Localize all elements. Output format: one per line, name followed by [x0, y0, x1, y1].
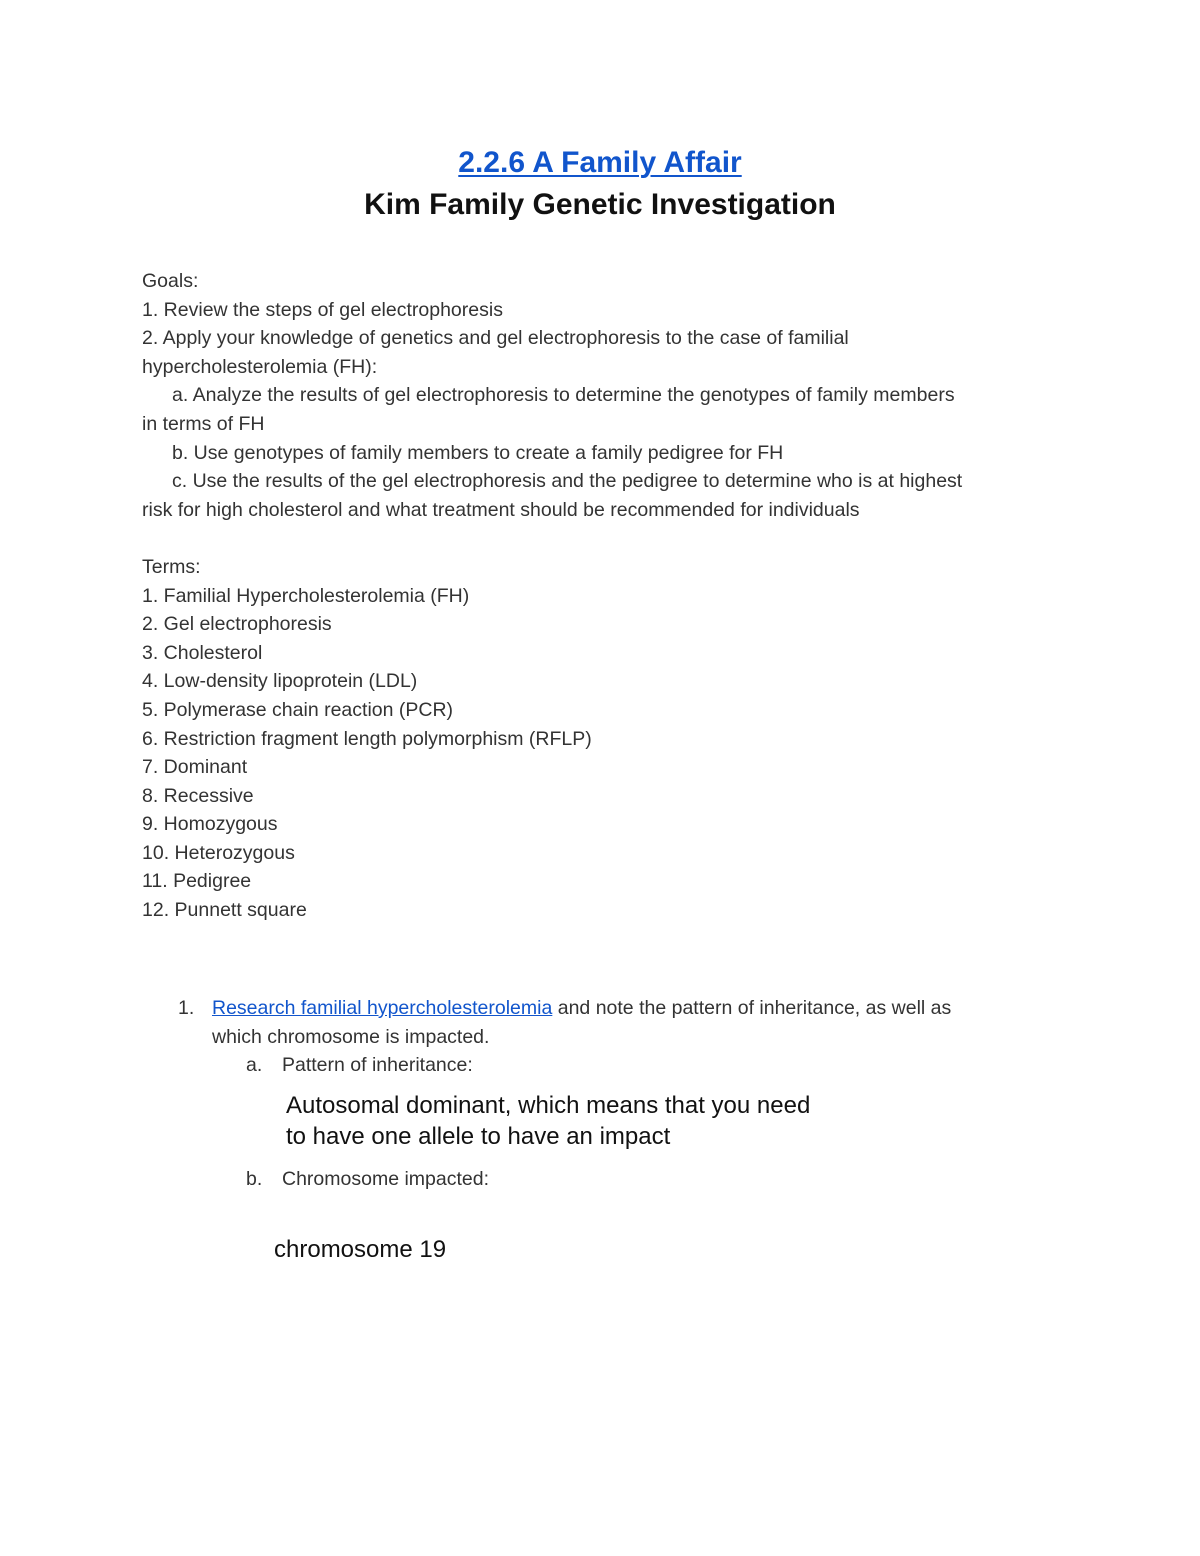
part-a-letter: a. — [246, 1054, 263, 1076]
term-item: 1. Familial Hypercholesterolemia (FH) — [142, 584, 470, 607]
question-number: 1. — [178, 997, 195, 1019]
page-title — [0, 143, 1200, 183]
term-item: 9. Homozygous — [142, 813, 278, 836]
research-link[interactable]: Research familial hypercholesterolemia — [212, 997, 553, 1019]
term-item: 5. Polymerase chain reaction (PCR) — [142, 698, 454, 721]
part-b — [246, 1165, 489, 1194]
goal-item: 1. Review the steps of gel electrophoresis — [142, 298, 503, 321]
term-item: 6. Restriction fragment length polymorphism (RFLP) — [142, 727, 592, 750]
goal-subitem: a. Analyze the results of gel electrophoresis to determine the genotypes of family members — [172, 384, 955, 407]
goals-heading: Goals: — [142, 270, 199, 292]
page-subtitle: Kim Family Genetic Investigation — [364, 188, 836, 221]
part-a — [246, 1051, 473, 1080]
answer-a-line1: Autosomal dominant, which means that you need — [286, 1092, 811, 1119]
answer-a-line2: to have one allele to have an impact — [286, 1123, 671, 1150]
question-text: and note the pattern of inheritance, as well as — [552, 997, 952, 1019]
question-text-line2: which chromosome is impacted. — [212, 1025, 490, 1048]
term-item: 3. Cholesterol — [142, 641, 263, 664]
term-item: 7. Dominant — [142, 756, 248, 779]
answer-b: chromosome 19 — [274, 1236, 447, 1263]
goal-subitem-continued: in terms of FH — [142, 412, 265, 435]
spacer — [142, 524, 1062, 553]
part-b-label: Chromosome impacted: — [282, 1168, 489, 1190]
question-1 — [172, 994, 1052, 1051]
term-item: 2. Gel electrophoresis — [142, 613, 332, 636]
goal-item: hypercholesterolemia (FH): — [142, 355, 378, 378]
term-item: 10. Heterozygous — [142, 841, 295, 864]
question-list — [172, 994, 1052, 1051]
question-text-line1 — [212, 994, 1052, 1023]
goal-subitem-continued: risk for high cholesterol and what treatment should be recommended for individuals — [142, 498, 860, 521]
part-b-letter: b. — [246, 1168, 263, 1190]
intro-section — [142, 267, 1062, 925]
title-link[interactable]: 2.2.6 A Family Affair — [458, 146, 742, 179]
goal-item: 2. Apply your knowledge of genetics and gel electrophoresis to the case of familial — [142, 327, 849, 350]
term-item: 8. Recessive — [142, 784, 254, 807]
part-a-label: Pattern of inheritance: — [282, 1054, 473, 1076]
term-item: 11. Pedigree — [142, 870, 252, 893]
term-item: 4. Low-density lipoprotein (LDL) — [142, 670, 418, 693]
terms-heading: Terms: — [142, 555, 201, 578]
term-item: 12. Punnett square — [142, 899, 307, 922]
goal-subitem: b. Use genotypes of family members to create a family pedigree for FH — [172, 441, 784, 464]
goal-subitem: c. Use the results of the gel electrophoresis and the pedigree to determine who is at highest — [172, 470, 963, 493]
